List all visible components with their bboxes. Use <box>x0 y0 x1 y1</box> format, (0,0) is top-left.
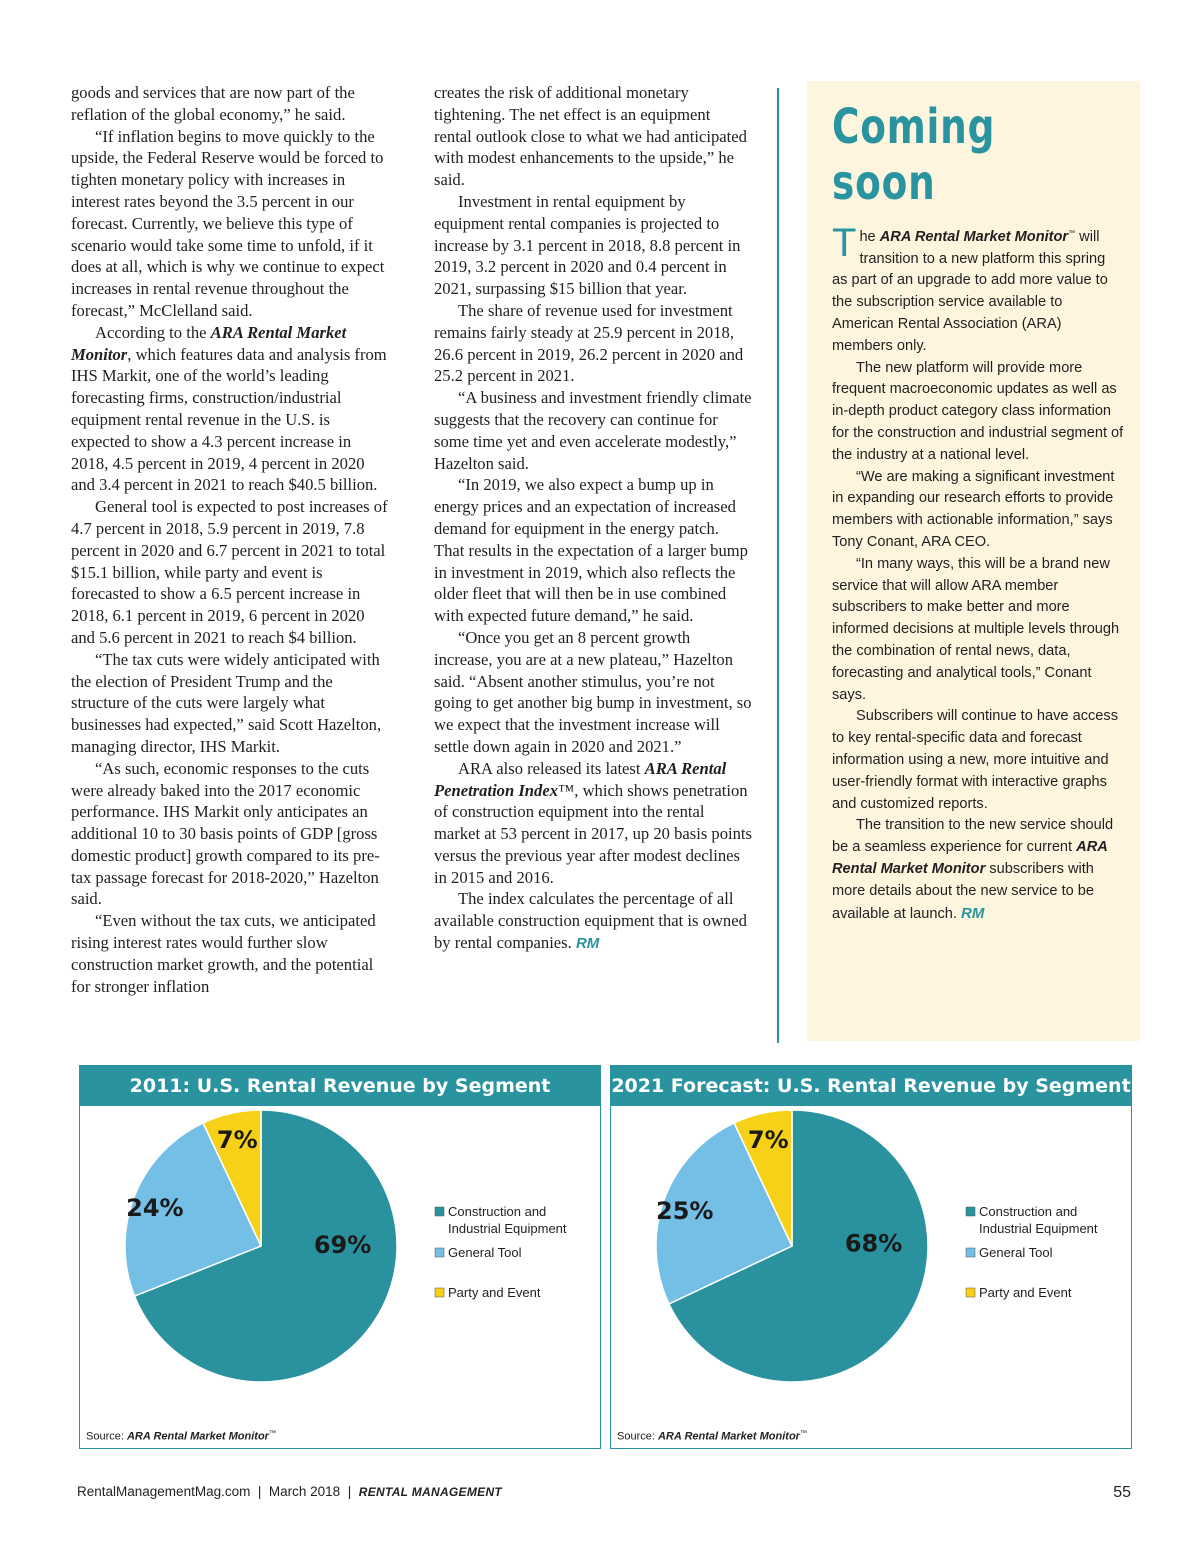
page-number: 55 <box>1113 1484 1131 1501</box>
footer-separator: | <box>257 1484 262 1499</box>
article-paragraph: goods and services that are now part of the reflation of the global economy,” he said. <box>71 83 355 124</box>
pie-label-party-event: 7% <box>216 1125 258 1154</box>
source-prefix: Source: <box>617 1431 658 1443</box>
legend-swatch <box>966 1288 975 1297</box>
legend-swatch <box>435 1248 444 1257</box>
legend-swatch <box>435 1288 444 1297</box>
sidebar-title: Coming soon <box>832 99 996 211</box>
article-paragraph: “A business and investment friendly climate suggests that the recovery can continue for some time yet and even accelerate modestly,” Hazelton said. <box>434 388 752 473</box>
legend-swatch <box>966 1248 975 1257</box>
legend-label: General Tool <box>448 1245 522 1260</box>
pie-label-party-event: 7% <box>747 1125 789 1154</box>
legend-label: Construction and Industrial Equipment <box>979 1204 1098 1236</box>
article-paragraph: creates the risk of additional monetary tightening. The net effect is an equipment rental outlook close to what we had anticipated with modest enhancements to the upside,” he said. <box>434 83 747 190</box>
chart-title: 2011: U.S. Rental Revenue by Segment <box>80 1066 600 1106</box>
article-paragraph: “Even without the tax cuts, we anticipated rising interest rates would further slow construction market growth, and the potential for stronger inflation <box>71 911 376 996</box>
article-column-2 <box>434 82 752 955</box>
legend-item-party-event <box>435 1285 541 1300</box>
article-paragraph: “If inflation begins to move quickly to the upside, the Federal Reserve would be forced to tighten monetary policy with increases in interest rates beyond the 3.5 percent in our forecast. Currently, we believe this type of scenario would take some time to unfold, if it does at all, which is why we continue to expect increases in rental revenue throughout the forecast,” McClelland said. <box>71 126 385 320</box>
article-paragraph: Investment in rental equipment by equipment rental companies is projected to increase by 3.1 percent in 2018, 8.8 percent in 2019, 3.2 percent in 2020 and 0.4 percent in 2021, surpassing $15 billion that year. <box>434 191 741 299</box>
chart-source <box>86 1430 276 1443</box>
legend-swatch <box>435 1207 444 1216</box>
sidebar-paragraph: Subscribers will continue to have access to key rental-specific data and forecast information using a new, more intuitive and user-friendly format with interactive graphs and customized reports. <box>832 708 1119 812</box>
publication-name: ARA Rental Market Monitor <box>879 228 1069 245</box>
legend-item-general-tool <box>435 1245 522 1260</box>
sidebar-paragraph: “We are making a significant investment in expanding our research efforts to provide members with actionable information,” says Tony Conant, ARA CEO. <box>832 468 1115 551</box>
footer-date: March 2018 <box>268 1484 341 1499</box>
page-footer <box>77 1484 502 1499</box>
article-paragraph: The share of revenue used for investment remains fairly steady at 25.9 percent in 2018, 26.6 percent in 2019, 26.2 percent in 2020 and 25.2 percent in 2021. <box>434 300 744 386</box>
end-mark: RM <box>575 935 600 953</box>
footer-site: RentalManagementMag.com <box>77 1484 251 1499</box>
source-name: ARA Rental Market Monitor <box>126 1431 269 1443</box>
pie-chart-svg <box>80 1106 600 1426</box>
source-name: ARA Rental Market Monitor <box>657 1431 800 1443</box>
article-paragraph <box>71 322 389 496</box>
legend-item-construction <box>966 1204 1098 1236</box>
pie-chart-svg <box>611 1106 1131 1426</box>
publication-name: ARA Rental Market Monitor <box>71 322 347 364</box>
legend-item-party-event <box>966 1285 1072 1300</box>
sidebar-paragraph <box>832 815 1124 925</box>
article-column-1 <box>71 82 389 997</box>
pie-chart-2011 <box>79 1065 601 1449</box>
trademark: ™ <box>1068 230 1076 237</box>
end-mark: RM <box>961 904 985 922</box>
article-paragraph: “Once you get an 8 percent growth increase, you are at a new plateau,” Hazelton said. “Absent another stimulus, you’re not going to get another big bump in investment, so we expect that the investment increase will settle down again in 2020 and 2021.” <box>434 627 752 756</box>
article-paragraph: General tool is expected to post increases of 4.7 percent in 2018, 5.9 percent in 2019, 7.8 percent in 2020 and 6.7 percent in 2021 to total $15.1 billion, while party and event is forecasted to show a 6.5 percent increase in 2018, 6.1 percent in 2019, 6 percent in 2020 and 5.6 percent in 2021 to reach $4 billion. <box>71 497 388 647</box>
paragraph-text: , which shows penetration of construction equipment into the rental market at 53 percent in 2017, up 20 basis points versus the previous year after modest declines in 2015 and 2016. <box>434 780 752 887</box>
sidebar-text: will transition to a new platform this spring as part of an upgrade to add more value to the subscription service available to American Rental Association (ARA) members only. <box>832 228 1108 354</box>
footer-separator: | <box>347 1484 352 1499</box>
source-prefix: Source: <box>86 1431 127 1443</box>
publication-name: ARA Rental Penetration Index <box>434 758 727 800</box>
article-paragraph: “As such, economic responses to the cuts were already baked into the 2017 economic performance. IHS Markit only anticipates an additional 10 to 30 basis points of GDP [gross domestic product] growth compared to its pre-tax passage forecast for 2018-2020,” Hazelton said. <box>71 758 380 909</box>
column-divider <box>777 88 779 1043</box>
legend-label: General Tool <box>979 1245 1053 1260</box>
chart-source <box>617 1430 807 1443</box>
legend-label: Party and Event <box>448 1285 541 1300</box>
legend-label: Party and Event <box>979 1285 1072 1300</box>
sidebar-paragraph: The new platform will provide more frequent macroeconomic updates as well as in-depth product category class information for the construction and industrial segment of the industry at a national level. <box>832 359 1124 463</box>
sidebar-body <box>832 223 1124 925</box>
paragraph-text: The index calculates the percentage of all available construction equipment that is owned by rental companies. <box>434 889 747 953</box>
trademark: ™ <box>558 780 575 800</box>
paragraph-text: According to the <box>95 322 211 342</box>
drop-cap: T <box>832 221 857 265</box>
pie-label-general-tool: 25% <box>656 1196 714 1225</box>
pie-label-construction: 69% <box>313 1231 372 1260</box>
pie-label-construction: 68% <box>844 1229 903 1258</box>
coming-soon-sidebar <box>807 81 1140 1041</box>
article-paragraph: “The tax cuts were widely anticipated with the election of President Trump and the structure of the cuts were largely what businesses had expected,” said Scott Hazelton, managing director, IHS Markit. <box>71 649 382 756</box>
legend-swatch <box>966 1207 975 1216</box>
article-paragraph <box>434 758 752 889</box>
article-paragraph: “In 2019, we also expect a bump up in energy prices and an expectation of increased demand for equipment in the energy patch. That results in the expectation of a larger bump in investment in 2019, which also reflects the older fleet that will then be in use combined with expected future demand,” he said. <box>434 475 748 626</box>
sidebar-text: he <box>859 228 880 245</box>
pie-label-general-tool: 24% <box>126 1193 184 1222</box>
sidebar-paragraph <box>832 223 1124 358</box>
footer-publication: RENTAL MANAGEMENT <box>358 1485 503 1499</box>
sidebar-text: subscribers with more details about the new service to be available at launch. <box>832 860 1095 922</box>
paragraph-text: ARA also released its latest <box>458 758 645 778</box>
chart-title: 2021 Forecast: U.S. Rental Revenue by Segment <box>611 1066 1131 1106</box>
publication-name: ARA Rental Market Monitor <box>832 839 1108 877</box>
legend-label: Construction and Industrial Equipment <box>448 1204 567 1236</box>
legend-item-construction <box>435 1204 567 1236</box>
sidebar-paragraph: “In many ways, this will be a brand new service that will allow ARA member subscribers to make better and more informed decisions at multiple levels through the combination of rental news, data, forecasting and analytical tools,” Conant says. <box>832 555 1120 703</box>
legend-item-general-tool <box>966 1245 1053 1260</box>
pie-chart-2021-forecast <box>610 1065 1132 1449</box>
article-paragraph <box>434 888 752 954</box>
sidebar-text: The transition to the new service should be a seamless experience for current <box>832 817 1114 856</box>
trademark: ™ <box>799 1430 807 1438</box>
paragraph-text: , which features data and analysis from IHS Markit, one of the world’s leading forecasting firms, construction/industrial equipment rental revenue in the U.S. is expected to show a 4.3 percent increase in 2018, 4.5 percent in 2019, 4 percent in 2020 and 3.4 percent in 2021 to reach $40.5 billion. <box>71 344 387 495</box>
trademark: ™ <box>268 1430 276 1438</box>
